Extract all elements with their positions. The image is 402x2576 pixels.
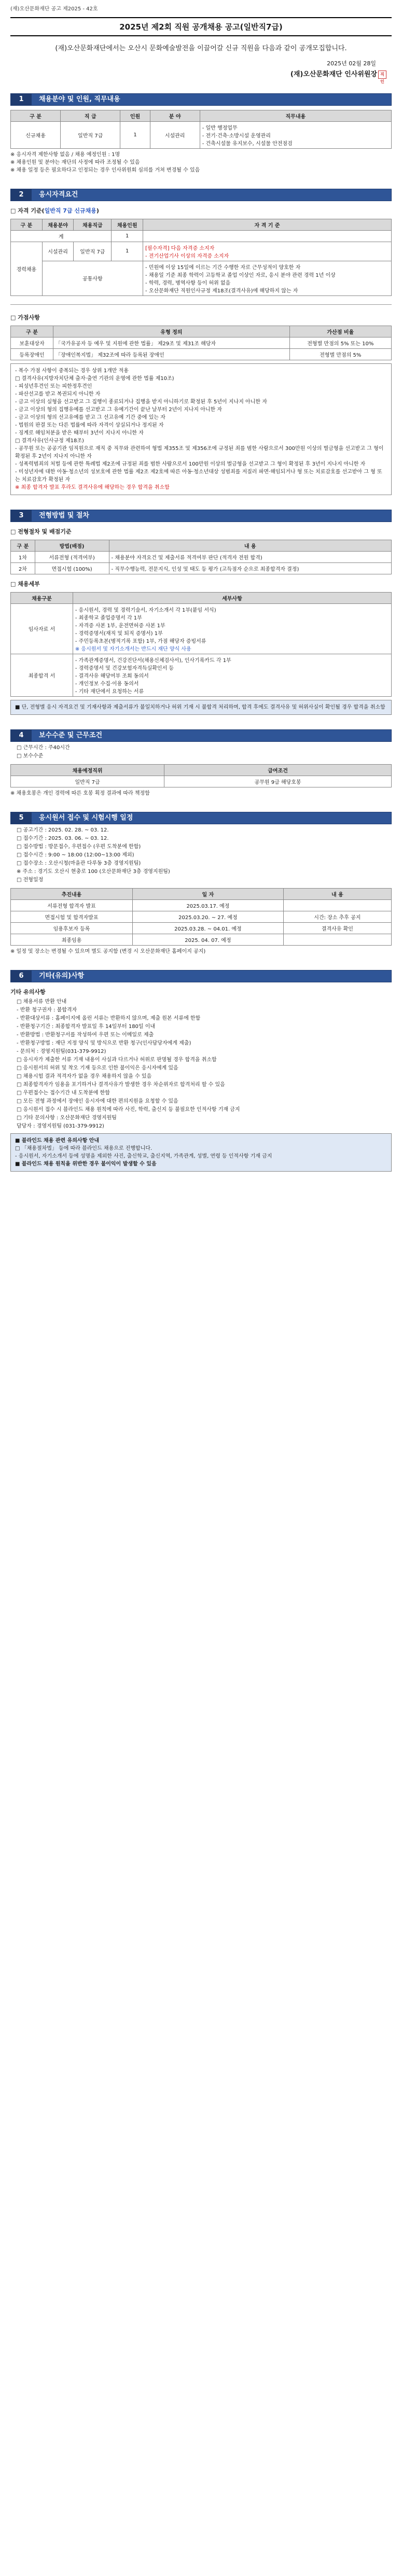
note-line: □ 결격사유(인사규정 제18조)	[15, 438, 84, 444]
col-header: 자 격 기 준	[143, 219, 392, 230]
doc-item: - 최종학교 졸업증명서 각 1부	[75, 615, 142, 621]
cell: 1차	[11, 551, 35, 562]
section-title: 응시원서 접수 및 시험시행 일정	[32, 812, 391, 824]
table-row	[11, 337, 392, 348]
note-line: - 금고 이상의 실형을 선고받고 그 집행이 종료되거나 집행을 받지 아니하기로 확정된 후 5년이 지나지 아니한 자	[15, 399, 267, 405]
procedure-table	[10, 540, 392, 574]
col-header: 구 분	[11, 326, 53, 337]
cell	[283, 899, 391, 911]
note-line: - 성폭력범죄의 처벌 등에 관한 특례법 제2조에 규정된 죄를 범한 사람으로서 100만원 이상의 벌금형을 선고받고 그 형이 확정된 후 3년이 지나지 아니한 자	[15, 461, 366, 467]
note-line: - 금고 이상의 형의 선고유예를 받고 그 선고유예 기간 중에 있는 자	[15, 414, 165, 420]
doc-item: - 개인정보 수집·이용 동의서	[75, 681, 139, 687]
condition-line: □ 보수수준	[17, 753, 44, 759]
doc-item: - 경력증명서 및 건강보험자격득실확인서 등	[75, 665, 174, 671]
intro-text: (재)오산문화재단에서는 오산시 문화예술발전을 이끌어갈 신규 직원을 다음과 같이 공개모집합니다.	[55, 45, 347, 52]
table-row	[11, 922, 392, 934]
duty-item: - 일반 행정업무	[202, 125, 238, 131]
disqualification-box	[10, 363, 392, 495]
section-title: 기타(유의)사항	[32, 970, 391, 982]
col-header: 채용예정직위	[11, 764, 164, 776]
subheading	[10, 206, 392, 215]
doc-item: ※ 응시원서 및 자기소개서는 반드시 재단 양식 사용	[75, 646, 191, 652]
cell: 일반직 7급	[74, 242, 112, 261]
notice-list	[10, 998, 392, 1130]
col-header: 내 용	[109, 540, 392, 551]
table-row	[11, 348, 392, 360]
cell: 2025. 04. 07. 예정	[133, 934, 284, 945]
table-row	[11, 121, 392, 148]
notice-line: - 반환대상서류 : 홈페이지에 올린 서류는 반환하지 않으며, 제출 원본 서류에 한함	[17, 1015, 201, 1021]
note-line: ※ 최종 합격자 발표 후라도 결격사유에 해당하는 경우 합격을 취소함	[15, 484, 170, 490]
notice-line: □ 최종합격자가 임용을 포기하거나 결격사유가 발생한 경우 차순위자로 합격처리 할 수 있음	[17, 1081, 225, 1088]
blind-hiring-box	[10, 1133, 392, 1172]
notice-line: □ 모든 전형 과정에서 장애인 응시자에 대한 편의지원을 요청할 수 있음	[17, 1098, 178, 1104]
blind-line: - 응시원서, 자기소개서 등에 성명을 제외한 사진, 출신학교, 출신지역, 가족관계, 성별, 연령 등 인적사항 기재 금지	[15, 1153, 272, 1159]
schedule-line: □ 접수방법 : 방문접수, 우편접수 (우편 도착분에 한함)	[17, 843, 141, 850]
note-line: - 금고 이상의 형의 집행유예를 선고받고 그 유예기간이 끝난 날부터 2년이 지나지 아니한 자	[15, 406, 223, 413]
cell: 계	[11, 230, 112, 242]
doc-item: - 주민등록초본(병적기록 포함) 1부, 가점 해당자 증빙서류	[75, 638, 206, 644]
cell: 전형별 만점의 5% 또는 10%	[289, 337, 391, 348]
qualification-table	[10, 219, 392, 296]
col-header: 내 용	[283, 888, 391, 899]
schedule-list	[10, 826, 392, 884]
notice-line: - 반환 청구권자 : 불합격자	[17, 1007, 77, 1013]
note-line: ※ 채용 일정 등은 필요하다고 인정되는 경우 인사위원회 심의를 거쳐 변경될 수 있음	[10, 167, 200, 173]
table-row	[11, 230, 392, 242]
duty-item: - 건축시설물 유지보수, 시설물 안전점검	[202, 140, 293, 147]
col-header: 채용인원	[112, 219, 143, 230]
cell: 최종합격 서	[11, 654, 73, 696]
table-row	[11, 551, 392, 562]
section-5-header	[10, 812, 392, 824]
table-row	[11, 261, 392, 295]
duty-item: - 전기·건축·소방시설 운영관리	[202, 133, 271, 139]
cell	[143, 230, 392, 242]
cell: 1	[120, 121, 150, 148]
section-notes	[10, 151, 392, 174]
issuer	[10, 68, 392, 84]
note-line: - 복수 가점 사항이 중복되는 경우 상위 1개만 적용	[15, 368, 129, 374]
note-line: ※ 응시자격 제한사항 없음 / 채용 예정인원 : 1명	[10, 151, 120, 158]
note-line: - 피성년후견인 또는 피한정후견인	[15, 383, 92, 389]
contact-line: 담당자 : 경영지원팀 (031-379-9912)	[17, 1123, 104, 1129]
schedule-line: ※ 주소 : 경기도 오산시 현충로 100 (오산문화재단 3층 경영지원팀)	[17, 868, 170, 875]
cell: 시설관리	[42, 242, 74, 261]
cell: 시설관리	[150, 121, 200, 148]
note-line: - 법원의 판결 또는 다른 법률에 따라 자격이 상실되거나 정지된 자	[15, 422, 164, 428]
cell: 시간: 장소 추후 공지	[283, 911, 391, 922]
common-item: - 학력, 경력, 병역사항 등이 허위 없음	[145, 280, 231, 286]
notice-line: □ 채용시험 결과 적격자가 없을 경우 채용하지 않을 수 있음	[17, 1073, 152, 1079]
doc-number: (재)오산문화재단 공고 제2025 - 42호	[10, 6, 98, 12]
subheading: 기타 유의사항	[10, 988, 46, 995]
cell: 공무원 9급 해당호봉	[164, 776, 392, 787]
table-row	[11, 562, 392, 574]
cell	[73, 654, 391, 696]
sub-end: )	[96, 207, 99, 214]
salary-table	[10, 764, 392, 787]
issuer-name: (재)오산문화재단 인사위원장	[290, 71, 377, 78]
section-title: 전형방법 및 절차	[32, 510, 391, 522]
note-line: ※ 채용인원 및 분야는 재단의 사정에 따라 조정될 수 있음	[10, 159, 140, 165]
col-header: 직무내용	[200, 110, 391, 121]
section-title: 응시자격요건	[32, 189, 391, 201]
salary-note: ※ 채용호봉은 개인 경력에 따른 호봉 획정 결과에 따라 책정함	[10, 790, 150, 796]
col-header: 인원	[120, 110, 150, 121]
col-header: 유형 정의	[53, 326, 290, 337]
notice-date: 2025년 02월 28일	[327, 60, 376, 67]
cell: 2025.03.20. ~ 27. 예정	[133, 911, 284, 922]
cell: 서류전형 (적격여부)	[35, 551, 109, 562]
table-row	[11, 911, 392, 922]
cell	[73, 603, 391, 654]
doc-item: - 경력증명서(재직 및 퇴직 증명서) 1부	[75, 630, 163, 637]
recruit-table	[10, 110, 392, 149]
blind-line: ■ 블라인드 채용 원칙을 위반한 경우 불이익이 발생할 수 있음	[15, 1161, 157, 1167]
subheading: □ 가점사항	[10, 314, 40, 321]
cell: 공통사항	[42, 261, 143, 295]
condition-line: □ 근무시간 : 주40시간	[17, 744, 70, 751]
table-row	[11, 934, 392, 945]
cell: 서류전형 합격자 발표	[11, 899, 133, 911]
table-row	[11, 654, 392, 696]
cell: 1	[112, 242, 143, 261]
col-header: 급여조건	[164, 764, 392, 776]
notice-line: □ 우편접수는 접수기간 내 도착분에 한함	[17, 1090, 110, 1096]
section-number: 4	[11, 730, 32, 741]
schedule-line: □ 공고기간 : 2025. 02. 28. ~ 03. 12.	[17, 827, 109, 833]
section-6-header	[10, 970, 392, 982]
note-line: - 공무원 또는 공공기관 임직원으로 재직 중 직무와 관련하여 형법 제355조 및 제356조에 규정된 죄를 범한 사람으로서 300만원 이상의 벌금형을 선고받고 그 형이 확정된 후 2년이 지나지 아니한 자	[15, 445, 384, 459]
note-line: □ 결격사유(지방자치단체 출자·출연 기관의 운영에 관한 법률 제10조)	[15, 375, 174, 382]
section-number: 2	[11, 189, 32, 201]
col-header: 분 야	[150, 110, 200, 121]
schedule-line: □ 전형일정	[17, 877, 44, 883]
section-title: 보수수준 및 근무조건	[32, 730, 391, 741]
doc-item: - 가족관계증명서, 건강진단서(채용신체검사서), 인사기록카드 각 1부	[75, 657, 231, 664]
cell: 경력채용	[11, 242, 43, 295]
note-line: - 징계로 해임처분을 받은 때부터 3년이 지나지 아니한 자	[15, 430, 144, 436]
col-header: 일 자	[133, 888, 284, 899]
section-2-header	[10, 189, 392, 201]
notice-document	[10, 0, 392, 1172]
notice-line: - 반환방법 : 반환청구서를 작성하여 우편 또는 이메일로 제출	[17, 1032, 154, 1038]
documents-table	[10, 592, 392, 697]
section-number: 1	[11, 94, 32, 105]
notice-line: □ 응시원서의 허위 및 착오 기재 등으로 인한 불이익은 응시자에게 있음	[17, 1065, 178, 1071]
cell: 「장애인복지법」 제32조에 따라 등록된 장애인	[53, 348, 290, 360]
table-row	[11, 899, 392, 911]
cell: 결격사유 확인	[283, 922, 391, 934]
official-seal: 직인	[378, 71, 386, 79]
notice-line: - 반환청구방법 : 재단 지정 양식 및 방식으로 반환 청구(인사담당자에게 제출)	[17, 1040, 191, 1046]
schedule-line: □ 접수시간 : 9:00 ~ 18:00 (12:00~13:00 제외)	[17, 852, 134, 858]
col-header: 방법(배점)	[35, 540, 109, 551]
section-3-header	[10, 510, 392, 522]
doc-title: 2025년 제2회 직원 공개채용 공고(일반직7급)	[10, 17, 392, 36]
col-header: 채용분야	[42, 219, 74, 230]
section-number: 5	[11, 812, 32, 824]
cell: 면접시험 및 합격자발표	[11, 911, 133, 922]
table-row	[11, 242, 392, 261]
section-number: 3	[11, 510, 32, 522]
col-header: 직 급	[61, 110, 120, 121]
cell: 1	[112, 230, 143, 242]
cell: 등록장애인	[11, 348, 53, 360]
section-4-header	[10, 729, 392, 742]
col-header: 가산점 비율	[289, 326, 391, 337]
note-line: - 파산선고를 받고 복권되지 아니한 자	[15, 391, 101, 397]
doc-item: - 기타 재단에서 요청하는 서류	[75, 688, 144, 695]
notice-line: □ 응시원서 접수 시 블라인드 채용 원칙에 따라 사진, 학력, 출신지 등 불필요한 인적사항 기재 금지	[17, 1106, 240, 1113]
table-row	[11, 776, 392, 787]
section-1-header	[10, 93, 392, 106]
schedule-note: ※ 일정 및 장소는 변경될 수 있으며 별도 공지함 (변경 시 오산문화재단 홈페이지 공지)	[10, 948, 206, 954]
warning-box: ■ 단, 전형별 응시 자격요건 및 기재사항과 제출서류가 불일치하거나 허위 기재 시 불합격 처리하며, 합격 후에도 결격사유 및 허위사실이 확인될 경우 합격을 취소함	[10, 700, 392, 715]
common-item: - 민원에 이상 15일에 이르는 기간 수행한 자로 근무성적이 양호한 자	[145, 264, 301, 271]
notice-line: □ 응시자가 제출한 서류 기재 내용이 사실과 다르거나 허위로 판명될 경우 합격을 취소함	[17, 1057, 217, 1063]
duties-cell	[200, 121, 391, 148]
cell: 2차	[11, 562, 35, 574]
cell: - 직무수행능력, 전문지식, 인성 및 태도 등 평가 (고득점자 순으로 최종합격자 결정)	[109, 562, 392, 574]
col-header: 구 분	[11, 219, 43, 230]
col-header: 추진내용	[11, 888, 133, 899]
col-header: 세부사항	[73, 592, 391, 603]
cell: 면접시험 (100%)	[35, 562, 109, 574]
doc-item: - 자격증 사본 1부, 운전면허증 사본 1부	[75, 623, 165, 629]
cell: 최종임용	[11, 934, 133, 945]
req-line: [필수자격] 다음 자격증 소지자	[145, 245, 215, 251]
common-item: - 채용일 기준 최종 학력이 고등학교 졸업 이상인 자로, 응시 분야 관련 경력 1년 이상	[145, 272, 336, 278]
schedule-line: □ 접수장소 : 오산시청(마을관 다루동 3층 경영지원팀)	[17, 860, 141, 866]
doc-item: - 결격사유 해당여부 조회 동의서	[75, 673, 149, 679]
sub-label: □ 자격 기준(	[10, 207, 45, 214]
cell: 전형별 만점의 5%	[289, 348, 391, 360]
col-header: 채용직급	[74, 219, 112, 230]
schedule-line: □ 접수기간 : 2025. 03. 06. ~ 03. 12.	[17, 835, 109, 841]
req-cell	[143, 242, 392, 261]
cell: 2025.03.17. 예정	[133, 899, 284, 911]
cell: 일반직 7급	[11, 776, 164, 787]
doc-item: - 응시원서, 경력 및 경력기술서, 자기소개서 각 1부(붙임 서식)	[75, 607, 216, 613]
col-header: 구 분	[11, 110, 61, 121]
blind-line: ■ 블라인드 채용 관련 유의사항 안내	[15, 1137, 100, 1144]
cell: 임용후보자 등록	[11, 922, 133, 934]
subheading: □ 전형절차 및 배점기준	[10, 528, 72, 535]
req-line: - 전기산업기사 이상의 자격증 소지자	[145, 253, 229, 259]
note-line: - 미성년자에 대한 아동·청소년의 성보호에 관한 법률 제2조 제2호에 따른 아동·청소년대상 성범죄를 저질러 파면·해임되거나 형 또는 치료감호를 선고받아 그 형 또는 치료감호가 확정된 자	[15, 469, 382, 483]
cell: 신규채용	[11, 121, 61, 148]
col-header: 채용구분	[11, 592, 73, 603]
condition-list	[10, 744, 392, 760]
sub-highlight: 일반직 7급 신규채용	[44, 207, 96, 214]
cell: 일반직 7급	[61, 121, 120, 148]
section-number: 6	[11, 970, 32, 982]
subheading: □ 채용세부	[10, 580, 40, 587]
common-cell	[143, 261, 392, 295]
common-item: - 오산문화재단 직원인사규정 제18조(결격사유)에 해당하지 않는 자	[145, 288, 298, 294]
schedule-table	[10, 888, 392, 946]
cell: 2025.03.28. ~ 04.01. 예정	[133, 922, 284, 934]
table-row	[11, 603, 392, 654]
cell: 임사자료 서	[11, 603, 73, 654]
notice-line: - 문의처 : 경영지원팀(031-379-9912)	[17, 1048, 106, 1054]
section-title: 채용분야 및 인원, 직무내용	[32, 94, 391, 105]
notice-line: - 반환청구기간 : 최종합격자 발표일 후 14일부터 180일 이내	[17, 1023, 156, 1030]
blind-line: □ 「채용절차법」 등에 따라 블라인드 채용으로 진행합니다.	[15, 1145, 153, 1151]
divider	[10, 304, 392, 305]
cell: 「국가유공자 등 예우 및 지원에 관한 법률」 제29조 및 제31조 해당자	[53, 337, 290, 348]
bonus-table	[10, 326, 392, 360]
cell	[283, 934, 391, 945]
cell: 보훈대상자	[11, 337, 53, 348]
cell: - 채용분야 자격요건 및 제출서류 적격여부 판단 (적격자 전원 합격)	[109, 551, 392, 562]
col-header: 구 분	[11, 540, 35, 551]
notice-line: □ 기타 문의사항 : 오산문화재단 경영지원팀	[17, 1115, 117, 1121]
notice-line: □ 채용서류 반환 안내	[17, 998, 67, 1005]
